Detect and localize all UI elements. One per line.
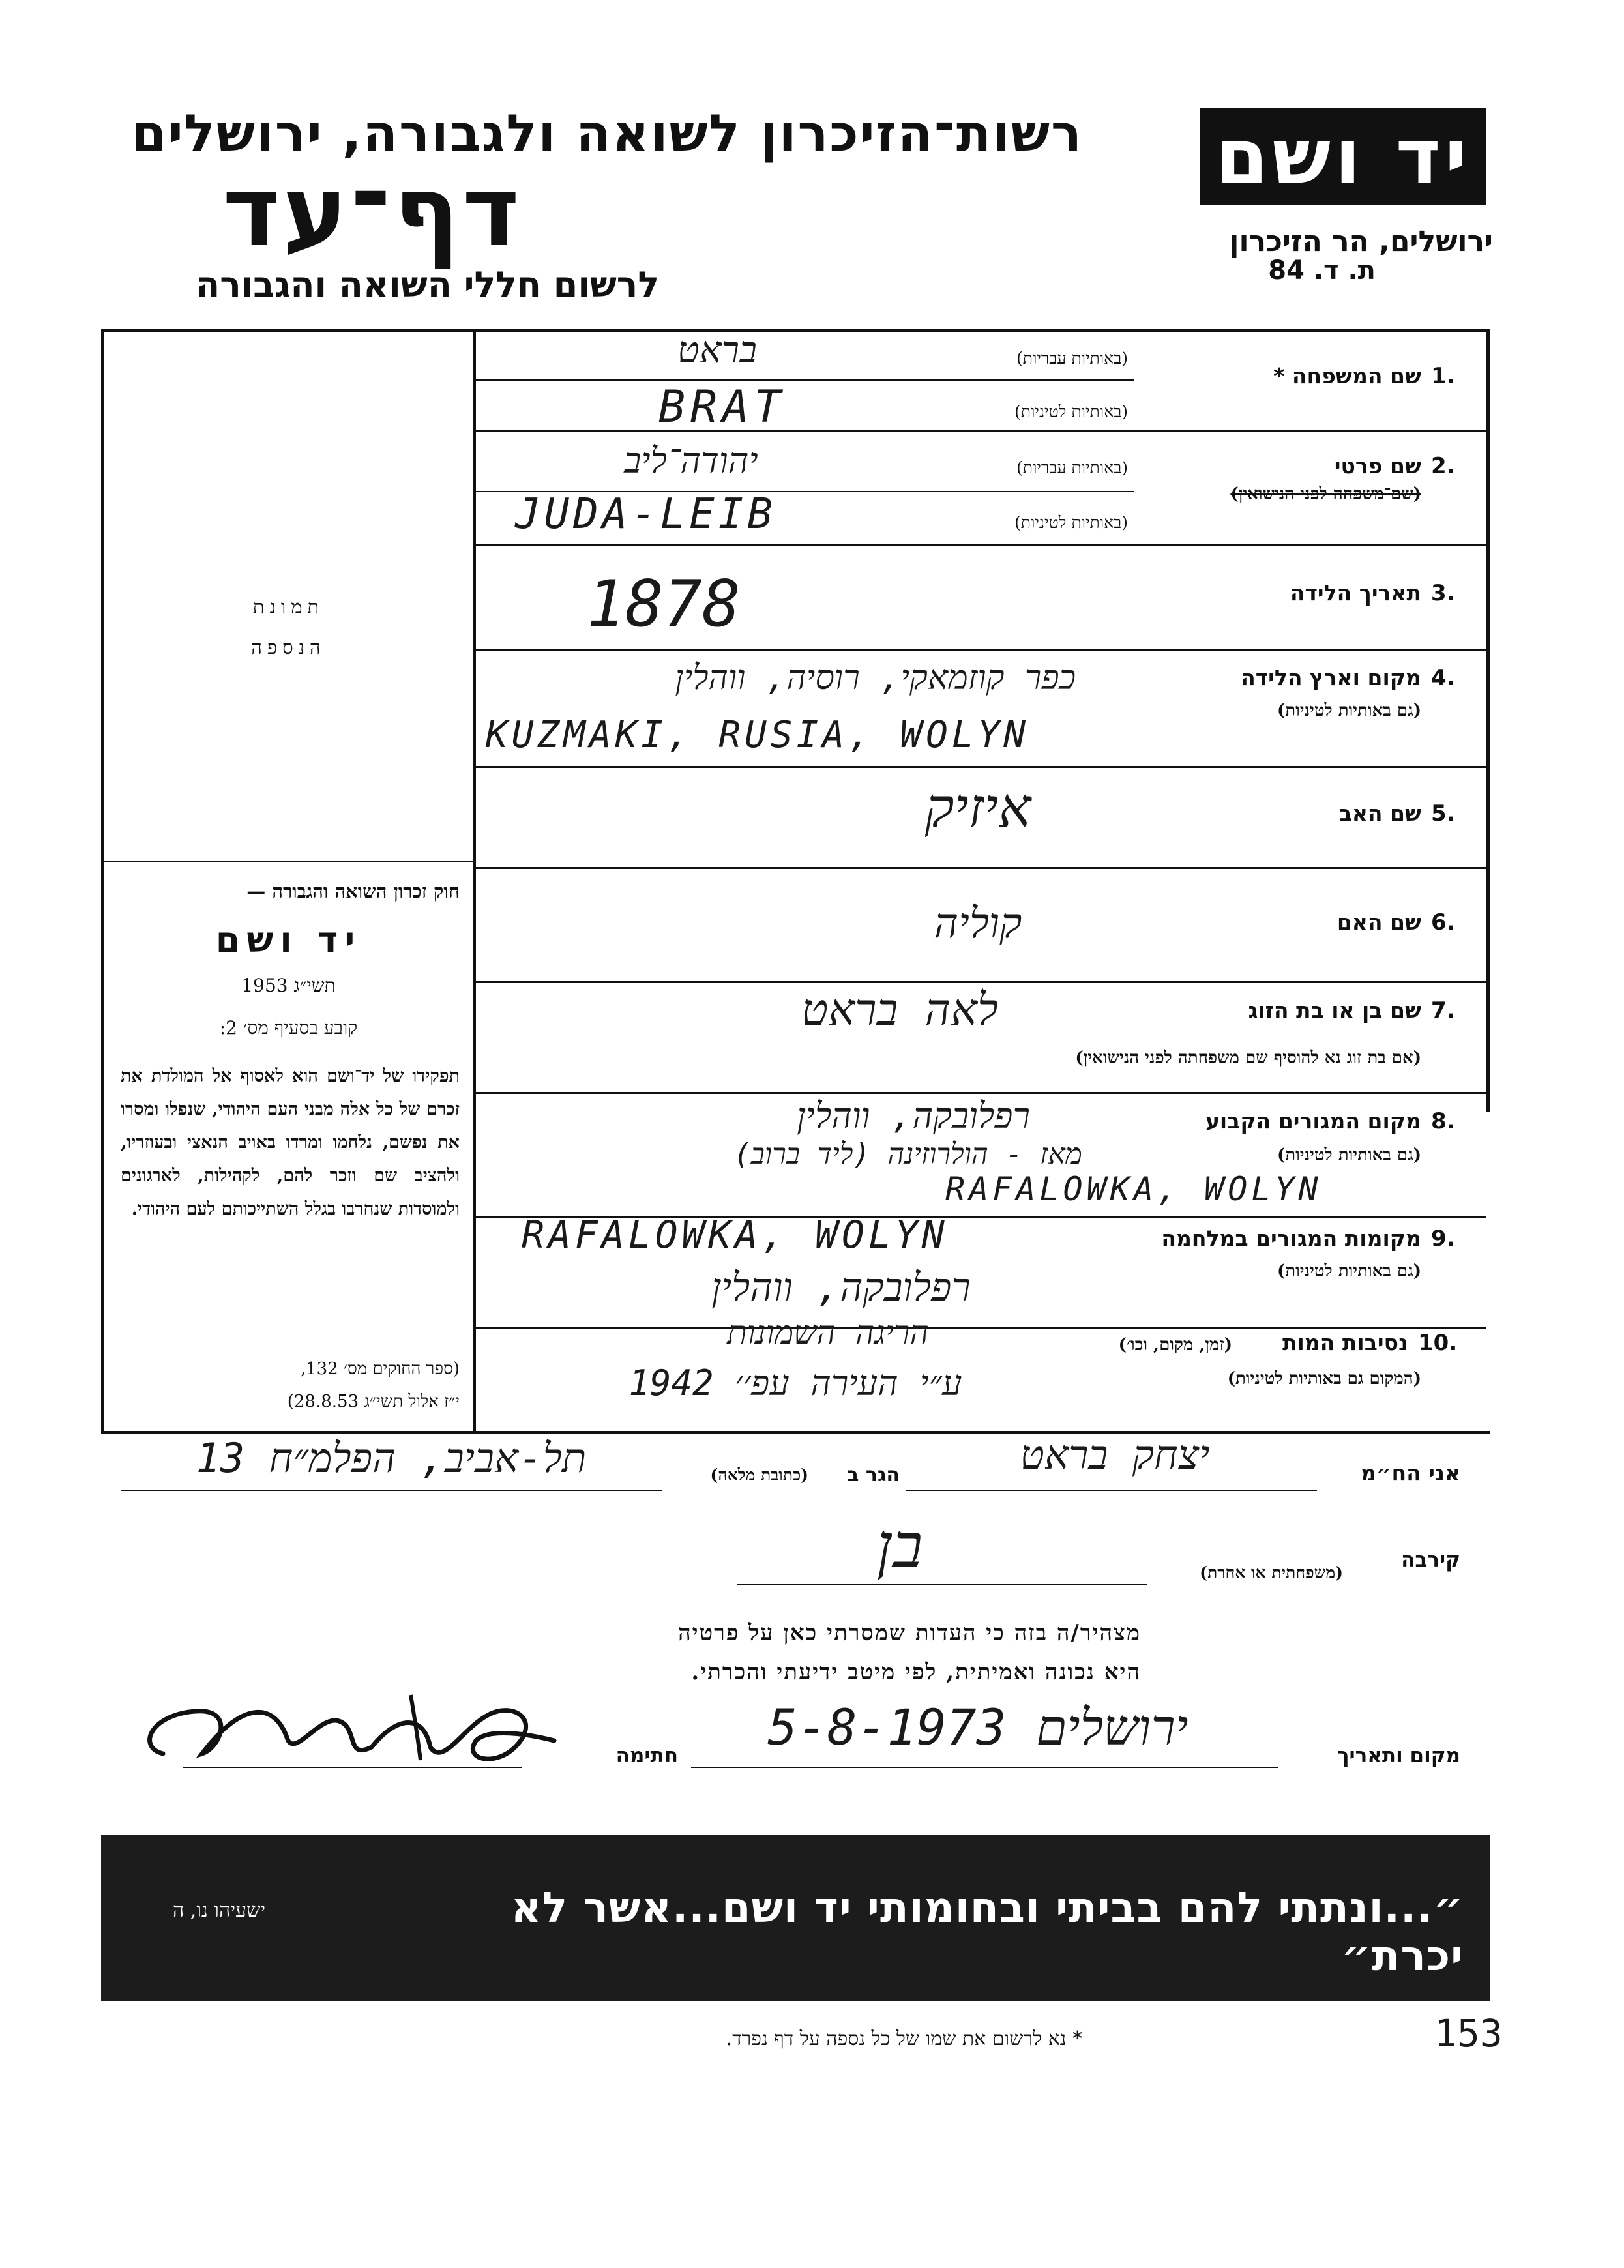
field-8-note: (גם באותיות לטיניות): [1277, 1145, 1421, 1165]
row-sep-4: [476, 766, 1486, 768]
field-1-label: שם המשפחה *: [1273, 363, 1421, 389]
declarant-label: אני הח״מ: [1361, 1460, 1460, 1486]
field-3-label: תאריך הלידה: [1290, 580, 1421, 606]
logo-text: יד ושם: [1215, 111, 1471, 201]
field-10-number: 10.: [1418, 1330, 1458, 1356]
form-title: דף־עד: [222, 155, 522, 269]
relation-label: קירבה: [1401, 1548, 1460, 1572]
field-7-number: 7.: [1431, 997, 1455, 1024]
field-8-hebrew-value[interactable]: רפלובקה, ווהלין: [797, 1095, 1030, 1136]
row-sep-3: [476, 649, 1486, 651]
field-5-value[interactable]: איזיק: [924, 776, 1031, 840]
yad-vashem-logo: [1200, 108, 1486, 205]
field-8-latin-value[interactable]: RAFALOWKA, WOLYN: [945, 1170, 1322, 1208]
field-4-label: מקום וארץ הלידה: [1241, 665, 1421, 690]
field-9-note: (גם באותיות לטיניות): [1277, 1261, 1421, 1281]
field-10-hebrew-value[interactable]: הריגה השמונות: [727, 1314, 929, 1351]
relation-note: (משפחתית או אחרת): [1200, 1563, 1343, 1582]
law-name: יד ושם: [215, 919, 362, 960]
law-text: תפקידו של יד־ושם הוא לאסוף אל המולדת את זכרם של כל אלה מבני העם היהודי, שנפלו ומסרו את נפשם, נלחמו ומרדו באויב הנאצי ובעוזריו, ולהציב שם וזכר להם, לקהילות, לארגונים ולמוסדות שנחרבו בגלל השתייכותם לעם היהודי.: [121, 1066, 460, 1219]
row-sep-5: [476, 867, 1486, 869]
relation-value[interactable]: בן: [876, 1509, 923, 1582]
field-8-hebrew-value-2[interactable]: מאז - הולרוזינה (ליד ברוב): [733, 1138, 1082, 1171]
institution-name: רשות־הזיכרון לשואה ולגבורה, ירושלים: [131, 104, 1083, 163]
page-number: 153: [1434, 2011, 1503, 2055]
frame-left: [101, 329, 104, 1434]
address-line: [121, 1490, 662, 1491]
field-2-label: שם פרטי: [1334, 453, 1421, 479]
statement-line-2: היא נכונה ואמיתית, לפי מיטב ידיעתי והכרתי.: [691, 1659, 1141, 1685]
field-1-sub-latin: (באותיות לטיניות): [1014, 402, 1128, 421]
residing-label: הגר ב: [847, 1464, 900, 1486]
place-date-line: [691, 1767, 1278, 1768]
field-10-note-1: (זמן, מקום, וכו׳): [1118, 1335, 1232, 1355]
quote-banner: [101, 1835, 1490, 2001]
sidebar-photo-divider: [104, 861, 473, 862]
row1-subline: [476, 379, 1134, 381]
field-8-number: 8.: [1431, 1108, 1455, 1134]
field-7-value[interactable]: לאה בראט: [801, 984, 998, 1036]
field-1-latin-value[interactable]: BRAT: [658, 381, 786, 433]
address-value[interactable]: תל-אביב, הפלמ״ח 13: [196, 1434, 587, 1482]
field-9-number: 9.: [1431, 1226, 1455, 1252]
address-note: (כתובת מלאה): [710, 1465, 808, 1484]
field-2-number: 2.: [1431, 453, 1455, 479]
sidebar-divider: [473, 329, 476, 1434]
address-line-2: ת. ד. 84: [1268, 256, 1376, 286]
declarant-value[interactable]: יצחק בראט: [1020, 1431, 1210, 1479]
field-3-value[interactable]: 1878: [587, 567, 741, 641]
field-6-value[interactable]: קוליה: [934, 900, 1022, 948]
law-year: תשי״ג 1953: [241, 975, 336, 996]
field-1-hebrew-value[interactable]: בראט: [677, 329, 757, 372]
field-2-note: (שם־משפחה לפני הנישואין): [1230, 484, 1421, 504]
frame-right: [1486, 329, 1490, 1112]
signature-label: חתימה: [615, 1744, 678, 1767]
field-2-sub-hebrew: (באותיות עבריות): [1016, 458, 1128, 477]
field-9-hebrew-value[interactable]: רפלובקה, ווהלין: [711, 1265, 971, 1310]
row-sep-2: [476, 544, 1486, 546]
law-ref-2: י״ז אלול תשי״ג 28.8.53): [287, 1392, 460, 1411]
declarant-line: [906, 1490, 1317, 1491]
field-2-hebrew-value[interactable]: יהודה־ליב: [624, 440, 758, 481]
banner-quote: ״...ונתתי להם בביתי ובחומותי יד ושם...אשר לא יכרת״: [510, 1884, 1464, 1981]
law-clause: קובע בסעיף מס׳ 2:: [219, 1017, 358, 1038]
field-8-label: מקום המגורים הקבוע: [1205, 1108, 1421, 1134]
field-2-latin-value[interactable]: JUDA-LEIB: [515, 490, 776, 538]
field-6-label: שם האם: [1336, 909, 1421, 935]
field-5-number: 5.: [1431, 801, 1455, 827]
address-line-1: ירושלים, הר הזיכרון: [1229, 225, 1493, 258]
field-4-latin-value[interactable]: KUZMAKI, RUSIA, WOLYN: [486, 714, 1030, 756]
field-5-label: שם האב: [1338, 801, 1421, 826]
field-9-label: מקומות המגורים במלחמה: [1161, 1226, 1421, 1251]
field-3-number: 3.: [1431, 580, 1455, 606]
relation-line: [737, 1584, 1147, 1585]
form-subtitle: לרשום חללי השואה והגבורה: [196, 264, 659, 305]
field-2-sub-latin: (באותיות לטיניות): [1014, 513, 1128, 532]
row-sep-1: [476, 430, 1486, 432]
statement-line-1: מצהיר/ה בזה כי העדות שמסרתי כאן על פרטיה: [678, 1620, 1141, 1646]
field-10-note-2: (המקום גם באותיות לטיניות): [1227, 1369, 1421, 1389]
row-sep-6: [476, 981, 1486, 983]
row-sep-7: [476, 1092, 1486, 1094]
photo-label: [111, 587, 466, 668]
field-4-hebrew-value[interactable]: כפר קוזמאקי, רוסיה, ווהלין: [675, 658, 1076, 698]
field-1-number: 1.: [1431, 363, 1455, 389]
footnote: * נא לרשום את שמו של כל נספה על דף נפרד.: [726, 2027, 1082, 2050]
field-4-number: 4.: [1431, 665, 1455, 691]
photo-label-line1: תמונת: [252, 596, 325, 618]
law-title: חוק זכרון השואה והגבורה —: [246, 880, 460, 902]
field-9-latin-value[interactable]: RAFALOWKA, WOLYN: [522, 1213, 949, 1257]
law-ref-1: (ספר החוקים מס׳ 132,: [300, 1359, 460, 1379]
field-10-hebrew-value-2[interactable]: ע״י העירה עפ׳׳ 1942: [628, 1362, 962, 1404]
field-1-sub-hebrew: (באותיות עבריות): [1016, 349, 1128, 368]
place-date-label: מקום ותאריך: [1337, 1744, 1460, 1767]
field-7-label: שם בן או בת הזוג: [1248, 997, 1421, 1023]
field-7-note: (אם בת זוג נא להוסיף שם משפחתה לפני הנישואין): [1075, 1048, 1421, 1068]
field-6-number: 6.: [1431, 909, 1455, 935]
signature-scribble: [124, 1675, 580, 1780]
field-4-note: (גם באותיות לטיניות): [1277, 701, 1421, 720]
field-10-label: נסיבות המות: [1282, 1330, 1408, 1355]
banner-source: ישעיהו נו, ה: [173, 1899, 266, 1922]
photo-label-line2: הנספה: [251, 636, 326, 658]
place-date-value[interactable]: ירושלים 5-8-1973: [767, 1698, 1188, 1756]
